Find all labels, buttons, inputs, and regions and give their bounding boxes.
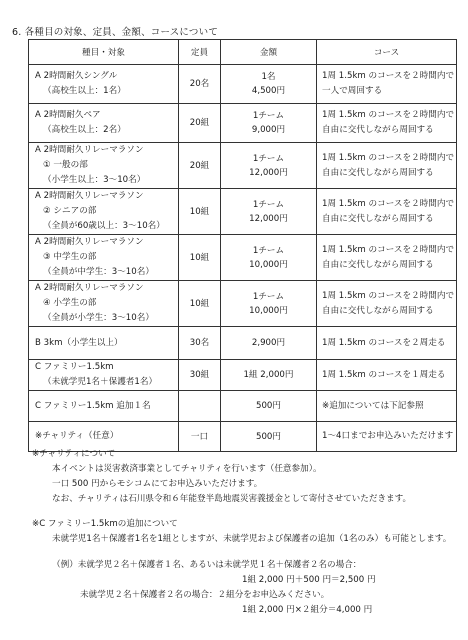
- table-row: [29, 189, 457, 235]
- fee-cell: [221, 189, 317, 235]
- course-cell: [317, 65, 457, 104]
- fee-cell: [221, 422, 317, 452]
- table-header-row: [29, 40, 457, 65]
- event-cell: [29, 235, 179, 281]
- table-row: [29, 235, 457, 281]
- course-cell: [317, 189, 457, 235]
- event-text: A 2時間耐久リレーマラソン: [35, 283, 144, 293]
- capacity-text: 10組: [189, 252, 210, 263]
- event-text: （全員が60歳以上：3～10名）: [43, 221, 165, 231]
- event-text: A 2時間耐久リレーマラソン: [35, 237, 144, 247]
- charity-line: なお、チャリティは石川県令和６年能登半島地震災害義援金として寄付させていただきます。: [52, 494, 412, 504]
- course-text: 自由に交代しながら周回する: [322, 167, 434, 178]
- event-text: （全員が中学生：3～10名）: [43, 267, 154, 277]
- example-line: （例）未就学児２名＋保護者１名、あるいは未就学児１名＋保護者２名の場合：: [52, 560, 362, 570]
- fee-cell: [221, 391, 317, 422]
- event-text: A 2時間耐久リレーマラソン: [35, 191, 144, 201]
- event-text: （全員が小学生：3～10名）: [43, 313, 154, 323]
- capacity-cell: [179, 143, 221, 189]
- course-text: 1周 1.5km のコースを２周走る: [322, 337, 446, 348]
- course-text: 自由に交代しながら周回する: [322, 125, 434, 135]
- course-text: 自由に交代しながら周回する: [322, 259, 434, 270]
- fee-cell: [221, 360, 317, 391]
- event-cell: [29, 143, 179, 189]
- course-cell: [317, 104, 457, 143]
- capacity-cell: [179, 281, 221, 327]
- fee-text: 500円: [256, 401, 281, 411]
- fee-text: 12,000円: [249, 213, 288, 224]
- example-line: 未就学児２名＋保護者２名の場合：２組分をお申込みください。: [80, 590, 330, 600]
- fee-text: 1名: [261, 72, 276, 82]
- section-title: 6. 各種目の対象、定員、金額、コースについて: [12, 27, 219, 38]
- course-text: ※追加については下記参照: [322, 400, 424, 411]
- course-cell: [317, 327, 457, 360]
- course-text: 一人で周回する: [322, 86, 383, 96]
- event-cell: [29, 65, 179, 104]
- course-text: 自由に交代しながら周回する: [322, 213, 434, 224]
- event-text: （未就学児1名＋保護者1名）: [43, 377, 158, 387]
- capacity-cell: [179, 391, 221, 422]
- fee-text: 1組 2,000円: [243, 370, 294, 380]
- course-cell: [317, 281, 457, 327]
- course-text: 1周 1.5km のコースを１周走る: [322, 369, 446, 380]
- capacity-cell: [179, 360, 221, 391]
- course-cell: [317, 360, 457, 391]
- table-row: [29, 281, 457, 327]
- fee-text: 1チーム: [252, 111, 285, 121]
- event-cell: [29, 360, 179, 391]
- table-row: [29, 65, 457, 104]
- event-text: （高校生以上：1名）: [43, 86, 126, 96]
- capacity-cell: [179, 104, 221, 143]
- capacity-cell: [179, 235, 221, 281]
- capacity-text: 30名: [189, 338, 210, 348]
- fee-text: 10,000円: [249, 305, 288, 316]
- event-text: A 2時間耐久リレーマラソン: [35, 145, 144, 155]
- event-text: ※チャリティ（任意）: [35, 431, 119, 441]
- event-text: ④ 小学生の部: [43, 298, 97, 308]
- header-event: 種目・対象: [29, 40, 179, 65]
- example-calc: 1組 2,000 円×２組分＝4,000 円: [242, 605, 373, 615]
- table-row: [29, 360, 457, 391]
- fee-cell: [221, 143, 317, 189]
- capacity-cell: [179, 327, 221, 360]
- event-text: （小学生以上：3～10名）: [43, 175, 146, 185]
- table-row: [29, 143, 457, 189]
- event-text: A 2時間耐久ペア: [35, 110, 101, 120]
- course-text: 1周 1.5km のコースを２時間内で: [322, 110, 455, 120]
- fee-text: 9,000円: [251, 125, 286, 135]
- header-fee: 金額: [221, 40, 317, 65]
- charity-line: 一口 500 円からモシコムにてお申込みいただけます。: [52, 479, 263, 489]
- course-text: 1周 1.5km のコースを２時間内で: [322, 152, 455, 163]
- charity-heading: ※チャリティについて: [32, 449, 116, 459]
- fee-text: 12,000円: [249, 167, 288, 178]
- fee-text: 4,500円: [251, 86, 286, 96]
- event-text: ③ 中学生の部: [43, 252, 97, 262]
- event-cell: [29, 327, 179, 360]
- table-row: [29, 104, 457, 143]
- course-text: 1周 1.5km のコースを２時間内で: [322, 198, 455, 209]
- charity-line: 本イベントは災害救済事業としてチャリティを行います（任意参加）。: [52, 464, 322, 474]
- family-line: 未就学児1名＋保護者1名を1組としますが、未就学児および保護者の追加（1名のみ）も可能とします。: [52, 534, 452, 544]
- fee-table: [28, 39, 457, 452]
- event-text: A 2時間耐久シングル: [35, 71, 118, 81]
- event-cell: [29, 189, 179, 235]
- fee-cell: [221, 281, 317, 327]
- fee-text: 1チーム: [252, 153, 285, 164]
- table-row: [29, 327, 457, 360]
- capacity-text: 30組: [189, 370, 210, 380]
- capacity-cell: [179, 65, 221, 104]
- course-text: 1周 1.5km のコースを２時間内で: [322, 290, 455, 301]
- capacity-text: 20組: [189, 118, 210, 128]
- capacity-text: 10組: [189, 206, 210, 217]
- capacity-text: 20名: [189, 79, 210, 89]
- fee-cell: [221, 65, 317, 104]
- event-text: ① 一般の部: [43, 160, 88, 170]
- fee-text: 1チーム: [252, 245, 285, 256]
- capacity-text: 10組: [189, 298, 210, 309]
- event-text: ② シニアの部: [43, 206, 97, 216]
- course-cell: [317, 235, 457, 281]
- table-row: [29, 391, 457, 422]
- fee-cell: [221, 327, 317, 360]
- course-text: 自由に交代しながら周回する: [322, 305, 434, 316]
- header-course: コース: [317, 40, 457, 65]
- event-cell: [29, 391, 179, 422]
- event-text: C ファミリー1.5km: [35, 362, 114, 372]
- fee-text: 1チーム: [252, 291, 285, 302]
- fee-text: 1チーム: [252, 199, 285, 210]
- event-text: （高校生以上：2名）: [43, 125, 126, 135]
- course-text: 1周 1.5km のコースを２時間内で: [322, 244, 455, 255]
- fee-cell: [221, 104, 317, 143]
- fee-text: 2,900円: [251, 338, 286, 348]
- capacity-cell: [179, 189, 221, 235]
- course-text: 1周 1.5km のコースを２時間内で: [322, 71, 455, 81]
- header-capacity: 定員: [179, 40, 221, 65]
- course-cell: [317, 143, 457, 189]
- capacity-cell: [179, 422, 221, 452]
- capacity-text: 一口: [190, 431, 209, 442]
- fee-table-body: [29, 65, 457, 452]
- fee-text: 10,000円: [249, 259, 288, 270]
- event-cell: [29, 104, 179, 143]
- course-cell: [317, 391, 457, 422]
- fee-cell: [221, 235, 317, 281]
- event-cell: [29, 281, 179, 327]
- course-text: 1～4口までお申込みいただけます: [322, 431, 454, 441]
- capacity-text: 20組: [189, 160, 210, 171]
- event-text: C ファミリー1.5km 追加１名: [35, 400, 151, 411]
- fee-text: 500円: [256, 431, 281, 442]
- event-text: B 3km（小学生以上）: [35, 337, 123, 348]
- example-calc: 1組 2,000 円＋500 円＝2,500 円: [242, 575, 376, 585]
- course-cell: [317, 422, 457, 452]
- family-heading: ※C ファミリー1.5kmの追加について: [32, 519, 178, 529]
